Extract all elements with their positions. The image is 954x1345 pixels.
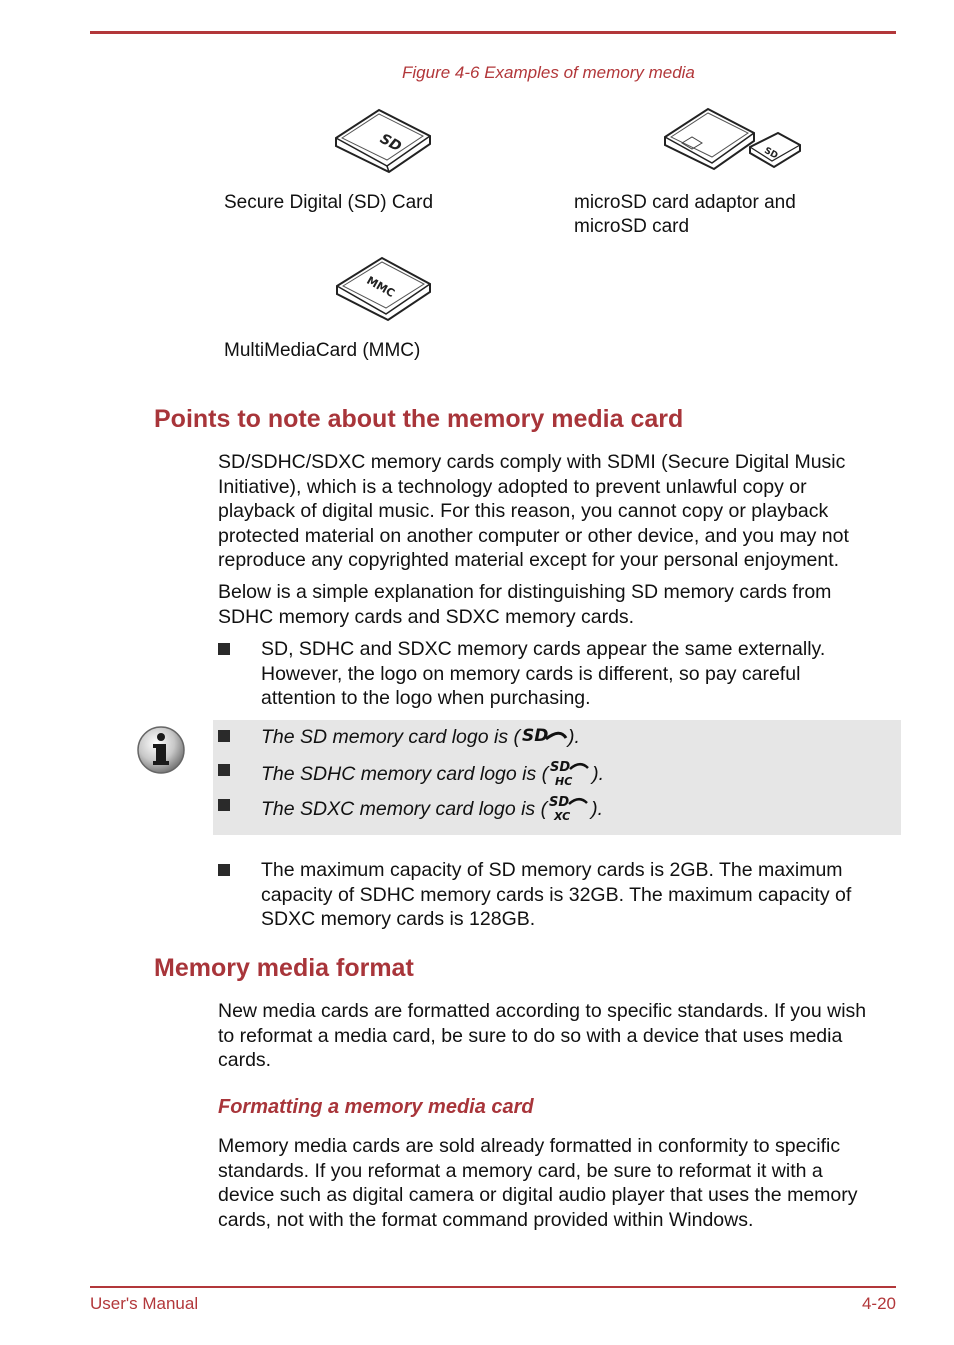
section2-paragraph1 (218, 999, 908, 1073)
text-line: Memory media cards are sold already formatted in conformity to specific (218, 1135, 841, 1157)
note-item-sdxc-logo (261, 793, 603, 827)
microsd-adaptor-icon (662, 107, 802, 178)
text-line: reproduce any copyrighted material except for your personal enjoyment. (218, 549, 840, 571)
text-line: Below is a simple explanation for distinguishing SD memory cards from (218, 581, 832, 603)
text-line: protected material on another computer or other device, and you may not (218, 524, 849, 547)
note-item-sd-logo (261, 724, 580, 752)
bullet-marker (218, 799, 230, 811)
text-line: The maximum capacity of SD memory cards is 2GB. The maximum (261, 859, 843, 881)
note-text: The SDXC memory card logo is ( (261, 798, 548, 821)
bullet-marker (218, 730, 230, 742)
section1-paragraph1 (218, 450, 898, 573)
svg-text:SD: SD (550, 760, 571, 775)
note-text: ). (592, 763, 605, 786)
text-line: However, the logo on memory cards is different, so pay careful (261, 662, 801, 685)
sd-card-icon (333, 108, 433, 179)
subheading-formatting: Formatting a memory media card (218, 1096, 534, 1118)
svg-text:MMC: MMC (364, 273, 397, 301)
section2-paragraph2 (218, 1134, 908, 1232)
section-heading-points: Points to note about the memory media card (154, 405, 684, 433)
note-text: ). (591, 798, 604, 821)
text-line: capacity of SDHC memory cards is 32GB. The maximum capacity of (261, 883, 852, 906)
sd-logo-icon (520, 724, 568, 752)
svg-text:HC: HC (555, 775, 573, 786)
microsd-label-line1: microSD card adaptor and (574, 192, 796, 213)
text-line: device such as digital camera or digital audio player that uses the memory (218, 1184, 858, 1206)
text-line: cards. (218, 1049, 272, 1071)
bullet-item-appearance (261, 637, 901, 711)
footer-title: User's Manual (90, 1294, 199, 1313)
svg-text:SD: SD (549, 795, 570, 810)
section1-paragraph2 (218, 580, 898, 629)
text-line: Initiative), which is a technology adopted to prevent unlawful copy or (218, 475, 807, 498)
text-line: SDHC memory cards and SDXC memory cards. (218, 605, 635, 628)
bullet-item-capacity (261, 858, 901, 932)
text-line: cards, not with the format command provided within Windows. (218, 1208, 754, 1231)
text-line: playback of digital music. For this reason, you cannot copy or playback (218, 500, 829, 522)
figure-caption: Figure 4-6 Examples of memory media (402, 63, 695, 82)
text-line: attention to the logo when purchasing. (261, 687, 591, 709)
note-text: ). (568, 726, 580, 749)
text-line: SD/SDHC/SDXC memory cards comply with SDMI (Secure Digital Music (218, 451, 846, 473)
footer-rule (90, 1286, 896, 1288)
bullet-marker (218, 764, 230, 776)
sdxc-logo-icon (547, 793, 591, 827)
sd-card-label: Secure Digital (SD) Card (224, 192, 434, 213)
note-text: The SD memory card logo is ( (261, 726, 520, 749)
page-number: 4-20 (861, 1294, 896, 1313)
text-line: SD, SDHC and SDXC memory cards appear the same externally. (261, 638, 826, 660)
microsd-label-line2: microSD card (574, 216, 690, 237)
text-line: New media cards are formatted according to specific standards. If you wish (218, 1000, 867, 1022)
sdhc-logo-icon (548, 758, 592, 792)
info-icon (136, 725, 186, 780)
svg-text:SD: SD (522, 726, 549, 746)
svg-text:SD: SD (377, 130, 404, 156)
svg-text:XC: XC (554, 810, 571, 821)
text-line: SDXC memory cards is 128GB. (261, 908, 536, 930)
note-item-sdhc-logo (261, 758, 604, 792)
svg-text:SD: SD (762, 146, 780, 162)
header-rule (90, 31, 896, 34)
note-text: The SDHC memory card logo is ( (261, 763, 549, 786)
bullet-marker (218, 864, 230, 876)
mmc-card-icon (334, 256, 434, 327)
mmc-label: MultiMediaCard (MMC) (224, 340, 421, 361)
section-heading-format: Memory media format (154, 954, 414, 982)
bullet-marker (218, 643, 230, 655)
text-line: to reformat a media card, be sure to do so with a device that uses media (218, 1024, 843, 1047)
text-line: standards. If you reformat a memory card, be sure to reformat it with a (218, 1159, 823, 1182)
